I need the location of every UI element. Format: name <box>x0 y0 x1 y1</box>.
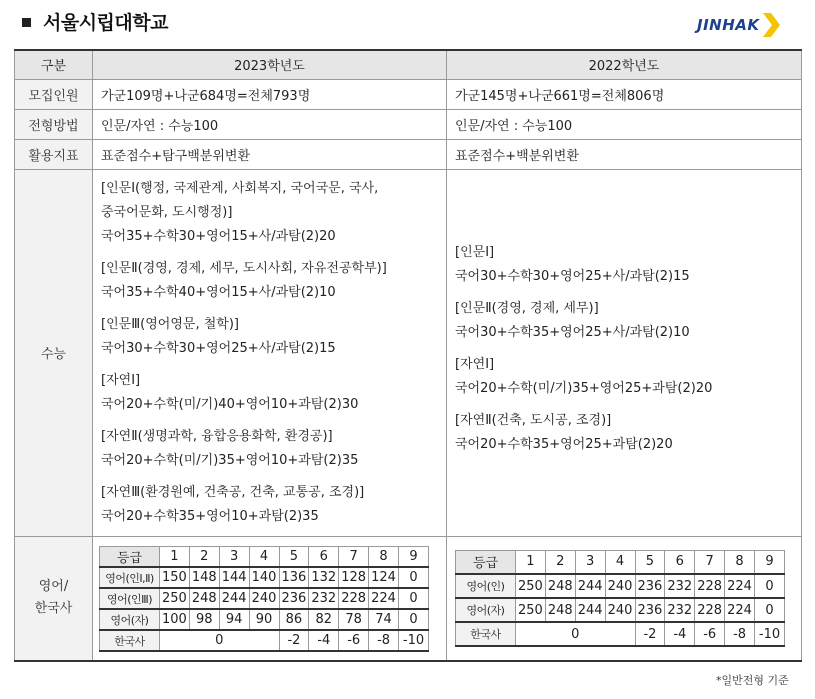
table-row-suneung <box>15 169 802 536</box>
footnote: *일반전형 기준 <box>716 674 789 687</box>
suneung-2022-cell <box>447 169 802 536</box>
score-value: 86 <box>279 609 309 630</box>
table-row <box>100 609 429 630</box>
grade-number: 7 <box>339 546 369 567</box>
formula-line: [자연Ⅲ(환경원예, 건축공, 건축, 교통공, 조경)] <box>101 484 365 500</box>
score-value: 224 <box>369 588 399 609</box>
history-value: -6 <box>695 622 725 646</box>
grade-number: 4 <box>605 550 635 574</box>
table-row-index <box>15 139 802 169</box>
title-group <box>22 8 168 35</box>
block-spacer <box>101 361 438 369</box>
formula-line: 국어20+수학35+영어10+과탐(2)35 <box>101 508 319 524</box>
row-label: 전형방법 <box>15 109 93 139</box>
score-value: 244 <box>575 574 605 598</box>
score-value: 150 <box>160 567 190 588</box>
jinhak-logo <box>697 10 781 40</box>
formula-line: [자연Ⅰ] <box>455 356 495 372</box>
history-value: -8 <box>725 622 755 646</box>
grade-number: 2 <box>189 546 219 567</box>
grade-number: 6 <box>665 550 695 574</box>
table-row-quota <box>15 79 802 109</box>
formula-line: 국어20+수학(미/기)35+영어10+과탐(2)35 <box>101 452 359 468</box>
score-value: 250 <box>516 598 546 622</box>
score-value: 0 <box>399 588 429 609</box>
score-value: 236 <box>279 588 309 609</box>
score-value: 236 <box>635 574 665 598</box>
grade-number: 2 <box>545 550 575 574</box>
formula-line: 국어35+수학40+영어15+사/과탐(2)10 <box>101 284 336 300</box>
block-spacer <box>101 473 438 481</box>
square-bullet-icon <box>22 18 31 27</box>
block-spacer <box>101 305 438 313</box>
cell-2023: 가군109명+나군684명=전체793명 <box>93 79 447 109</box>
score-value: 148 <box>189 567 219 588</box>
history-value: -2 <box>635 622 665 646</box>
table-row <box>100 588 429 609</box>
formula-line: [인문Ⅱ(경영, 경제, 세무, 도시사회, 자유전공학부)] <box>101 260 387 276</box>
row-label: 수능 <box>15 169 93 536</box>
score-value: 240 <box>605 598 635 622</box>
table-row <box>100 567 429 588</box>
score-row-label: 영어(인Ⅰ,Ⅱ) <box>100 567 160 588</box>
grade-number: 7 <box>695 550 725 574</box>
page-header <box>0 0 815 48</box>
score-value: 78 <box>339 609 369 630</box>
score-row-label: 영어(자) <box>456 598 516 622</box>
formula-line: 국어20+수학(미/기)35+영어25+과탐(2)20 <box>455 380 713 396</box>
block-spacer <box>455 401 793 409</box>
column-header-2023: 2023학년도 <box>93 50 447 79</box>
formula-line: 국어30+수학30+영어25+사/과탐(2)15 <box>101 340 336 356</box>
grade-number: 8 <box>725 550 755 574</box>
score-value: 240 <box>249 588 279 609</box>
table-row-english <box>15 536 802 661</box>
english-2022-cell <box>447 536 802 661</box>
score-value: 128 <box>339 567 369 588</box>
formula-line: [인문Ⅰ] <box>455 244 495 260</box>
score-value: 224 <box>725 598 755 622</box>
score-value: 82 <box>309 609 339 630</box>
table-header-row <box>15 50 802 79</box>
score-value: 232 <box>665 598 695 622</box>
formula-line: 국어30+수학30+영어25+사/과탐(2)15 <box>455 268 690 284</box>
cell-2022: 표준점수+백분위변환 <box>447 139 802 169</box>
score-value: 228 <box>339 588 369 609</box>
score-value: 248 <box>545 598 575 622</box>
grade-number: 3 <box>219 546 249 567</box>
history-value: -8 <box>369 630 399 651</box>
score-value: 140 <box>249 567 279 588</box>
score-value: 232 <box>309 588 339 609</box>
block-spacer <box>455 345 793 353</box>
cell-2022: 가군145명+나군661명=전체806명 <box>447 79 802 109</box>
score-value: 0 <box>399 567 429 588</box>
history-merged-value: 0 <box>160 630 280 651</box>
formula-line: [인문Ⅲ(영어영문, 철학)] <box>101 316 239 332</box>
formula-line: [자연Ⅱ(건축, 도시공, 조경)] <box>455 412 612 428</box>
grade-number: 1 <box>516 550 546 574</box>
score-value: 228 <box>695 574 725 598</box>
formula-line: [자연Ⅰ] <box>101 372 141 388</box>
score-value: 250 <box>160 588 190 609</box>
formula-line: [인문Ⅱ(경영, 경제, 세무)] <box>455 300 599 316</box>
history-row-label: 한국사 <box>456 622 516 646</box>
column-header-category: 구분 <box>15 50 93 79</box>
formula-line: 국어30+수학35+영어25+사/과탐(2)10 <box>455 324 690 340</box>
score-value: 240 <box>605 574 635 598</box>
cell-2022: 인문/자연 : 수능100 <box>447 109 802 139</box>
logo-text: JINHAK <box>697 16 760 34</box>
cell-2023: 표준점수+탐구백분위변환 <box>93 139 447 169</box>
suneung-2023-cell <box>93 169 447 536</box>
score-value: 100 <box>160 609 190 630</box>
score-value: 0 <box>755 574 785 598</box>
score-value: 250 <box>516 574 546 598</box>
grade-number: 5 <box>279 546 309 567</box>
chevron-right-icon <box>761 11 781 39</box>
score-value: 74 <box>369 609 399 630</box>
score-value: 0 <box>755 598 785 622</box>
history-value: -4 <box>665 622 695 646</box>
score-value: 248 <box>545 574 575 598</box>
score-row-label: 영어(인Ⅲ) <box>100 588 160 609</box>
grade-number: 6 <box>309 546 339 567</box>
block-spacer <box>455 289 793 297</box>
english-2023-cell <box>93 536 447 661</box>
grade-number: 3 <box>575 550 605 574</box>
grade-header-label: 등급 <box>456 550 516 574</box>
score-value: 232 <box>665 574 695 598</box>
block-spacer <box>101 249 438 257</box>
block-spacer <box>101 417 438 425</box>
grade-number: 8 <box>369 546 399 567</box>
score-value: 224 <box>725 574 755 598</box>
cell-2023: 인문/자연 : 수능100 <box>93 109 447 139</box>
formula-line: [자연Ⅱ(생명과학, 융합응용화학, 환경공)] <box>101 428 333 444</box>
score-value: 244 <box>219 588 249 609</box>
page-title: 서울시립대학교 <box>43 12 168 34</box>
grade-header-row <box>100 546 429 567</box>
table-row <box>456 598 785 622</box>
history-value: -10 <box>399 630 429 651</box>
row-label: 활용지표 <box>15 139 93 169</box>
score-value: 98 <box>189 609 219 630</box>
history-value: -2 <box>279 630 309 651</box>
grade-header-label: 등급 <box>100 546 160 567</box>
table-row-method <box>15 109 802 139</box>
score-row-label: 영어(인) <box>456 574 516 598</box>
history-value: -4 <box>309 630 339 651</box>
formula-line: 국어35+수학30+영어15+사/과탐(2)20 <box>101 228 336 244</box>
grade-number: 9 <box>755 550 785 574</box>
admission-comparison-table <box>14 49 802 662</box>
history-value: -10 <box>755 622 785 646</box>
score-value: 132 <box>309 567 339 588</box>
history-row <box>456 622 785 646</box>
formula-line: [인문Ⅰ(행정, 국제관계, 사회복지, 국어국문, 국사, <box>101 180 379 196</box>
score-value: 236 <box>635 598 665 622</box>
history-row-label: 한국사 <box>100 630 160 651</box>
history-row <box>100 630 429 651</box>
score-value: 94 <box>219 609 249 630</box>
english-grade-table-2023 <box>99 546 429 653</box>
score-value: 144 <box>219 567 249 588</box>
score-value: 248 <box>189 588 219 609</box>
formula-line: 국어20+수학35+영어25+과탐(2)20 <box>455 436 673 452</box>
formula-line: 국어20+수학(미/기)40+영어10+과탐(2)30 <box>101 396 359 412</box>
row-label <box>15 536 93 661</box>
grade-number: 4 <box>249 546 279 567</box>
score-value: 136 <box>279 567 309 588</box>
score-value: 228 <box>695 598 725 622</box>
grade-number: 1 <box>160 546 190 567</box>
column-header-2022: 2022학년도 <box>447 50 802 79</box>
score-value: 0 <box>399 609 429 630</box>
history-merged-value: 0 <box>516 622 636 646</box>
row-label: 모집인원 <box>15 79 93 109</box>
grade-number: 5 <box>635 550 665 574</box>
score-value: 124 <box>369 567 399 588</box>
score-row-label: 영어(자) <box>100 609 160 630</box>
grade-number: 9 <box>399 546 429 567</box>
formula-line: 중국어문화, 도시행정)] <box>101 204 233 220</box>
table-row <box>456 574 785 598</box>
score-value: 90 <box>249 609 279 630</box>
score-value: 244 <box>575 598 605 622</box>
grade-header-row <box>456 550 785 574</box>
english-label: 영어/ 한국사 <box>34 579 73 617</box>
english-grade-table-2022 <box>455 550 785 648</box>
history-value: -6 <box>339 630 369 651</box>
